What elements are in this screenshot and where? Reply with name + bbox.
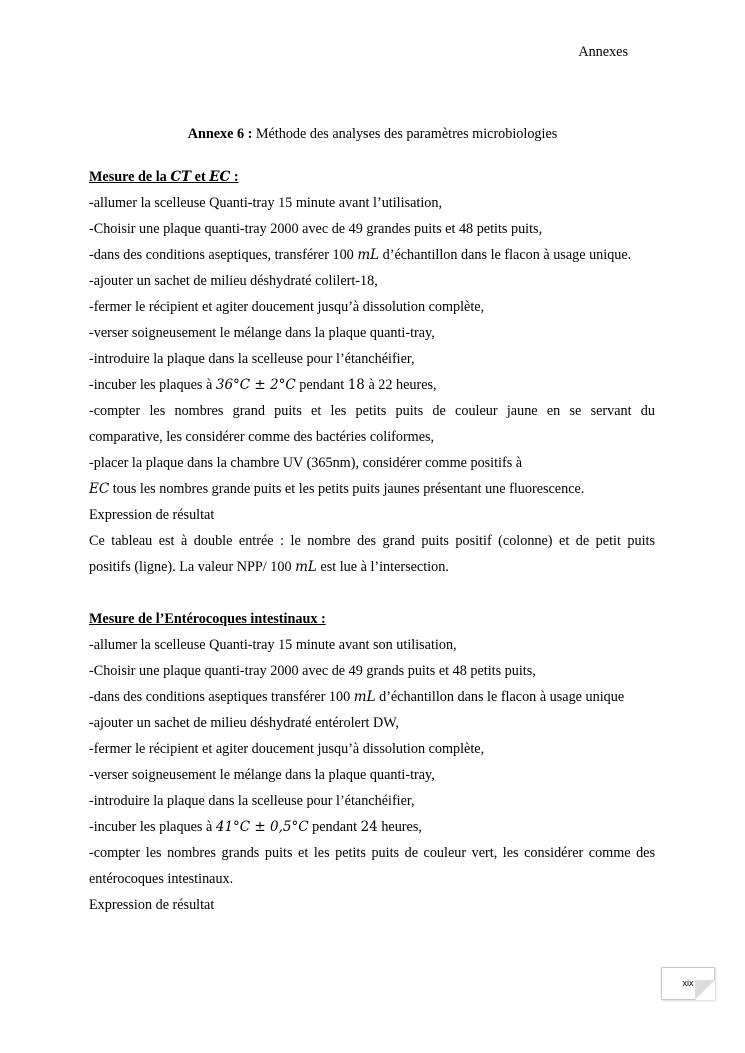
- section-enterocoques: [89, 606, 655, 918]
- step-line-count-cont: comparative, les considérer comme des bactéries coliformes,: [89, 429, 435, 445]
- step-line: -Choisir une plaque quanti-tray 2000 avec de 49 grands puits et 48 petits puits,: [89, 663, 536, 679]
- step-line: -ajouter un sachet de milieu déshydraté entérolert DW,: [89, 715, 399, 731]
- math-unit-ml: mL: [353, 689, 376, 705]
- step-line-transfer: -dans des conditions aseptiques transférer 100 mL d’échantillon dans le flacon à usage unique: [89, 689, 625, 705]
- expression-heading: Expression de résultat: [89, 897, 215, 913]
- step-line-incubate: -incuber les plaques à 41°C ± 0,5°C pendant 24 heures,: [89, 819, 422, 835]
- step-line-count-cont: entérocoques intestinaux.: [89, 871, 234, 887]
- page-number-box: [661, 967, 715, 1000]
- step-line: -introduire la plaque dans la scelleuse pour l’étanchéifier,: [89, 351, 415, 367]
- page-curl-icon: [695, 980, 715, 1000]
- step-line-transfer: -dans des conditions aseptiques, transférer 100 mL d’échantillon dans le flacon à usage unique.: [89, 247, 632, 263]
- step-line: -verser soigneusement le mélange dans la plaque quanti-tray,: [89, 767, 435, 783]
- step-line: -fermer le récipient et agiter doucement jusqu’à dissolution complète,: [89, 741, 485, 757]
- math-ec: EC: [209, 169, 231, 185]
- step-line: -Choisir une plaque quanti-tray 2000 avec de 49 grandes puits et 48 petits puits,: [89, 221, 543, 237]
- step-line-count: -compter les nombres grands puits et les petits puits de couleur vert, les considérer comme des: [89, 845, 655, 861]
- running-header: Annexes: [578, 44, 628, 60]
- annex-title-text: Méthode des analyses des paramètres microbiologies: [255, 126, 558, 142]
- math-temperature: 41°C ± 0,5°C: [215, 819, 309, 835]
- math-temperature: 36°C ± 2°C: [215, 377, 296, 393]
- math-ct: CT: [170, 169, 192, 185]
- step-line: -ajouter un sachet de milieu déshydraté colilert-18,: [89, 273, 378, 289]
- step-line-ec: EC tous les nombres grande puits et les petits puits jaunes présentant une fluorescence.: [89, 481, 585, 497]
- table-description: Ce tableau est à double entrée : le nombre des grand puits positif (colonne) et de petit puits: [89, 533, 655, 549]
- expression-heading: Expression de résultat: [89, 507, 215, 523]
- math-hours: 24: [360, 819, 378, 835]
- section-ct-ec: [89, 164, 655, 580]
- step-line-incubate: -incuber les plaques à 36°C ± 2°C pendant 18 à 22 heures,: [89, 377, 437, 393]
- section-heading-ct-ec: Mesure de la CT et EC :: [89, 169, 239, 185]
- step-line: -allumer la scelleuse Quanti-tray 15 minute avant l’utilisation,: [89, 195, 443, 211]
- annex-title: [0, 126, 745, 143]
- step-line: -introduire la plaque dans la scelleuse pour l’étanchéifier,: [89, 793, 415, 809]
- step-line: -verser soigneusement le mélange dans la plaque quanti-tray,: [89, 325, 435, 341]
- step-line: -fermer le récipient et agiter doucement jusqu’à dissolution complète,: [89, 299, 485, 315]
- section-heading-enterocoques: Mesure de l’Entérocoques intestinaux :: [89, 611, 326, 627]
- math-hours: 18: [347, 377, 365, 393]
- table-description-cont: positifs (ligne). La valeur NPP/ 100 mL est lue à l’intersection.: [89, 559, 449, 575]
- annex-label: Annexe 6 :: [187, 126, 253, 142]
- step-line: -allumer la scelleuse Quanti-tray 15 minute avant son utilisation,: [89, 637, 457, 653]
- math-ec: EC: [89, 481, 110, 497]
- page-number: xix: [682, 978, 694, 988]
- step-line-count: -compter les nombres grand puits et les petits puits de couleur jaune en se servant du: [89, 403, 655, 419]
- math-unit-ml: mL: [357, 247, 380, 263]
- math-unit-ml: mL: [295, 559, 317, 575]
- step-line-uv: -placer la plaque dans la chambre UV (365nm), considérer comme positifs à: [89, 455, 523, 471]
